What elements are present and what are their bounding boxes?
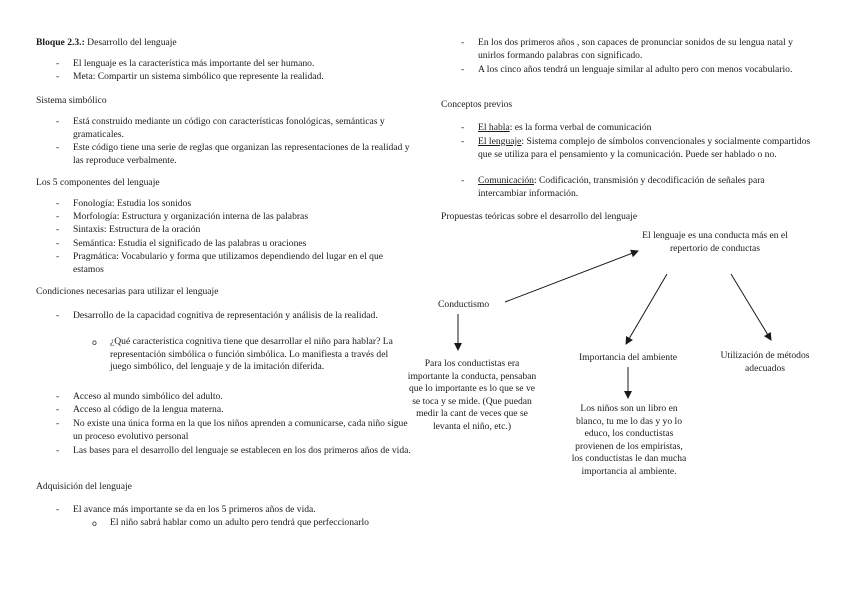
- sub-bullet-circle: o: [92, 338, 97, 347]
- diagram-mid-node: Importancia del ambiente: [578, 352, 678, 363]
- bullet-dash: -: [56, 404, 60, 415]
- componente-item: Fonología: Estudia los sonidos: [73, 198, 192, 209]
- adquisicion-heading: Adquisición del lenguaje: [36, 481, 132, 492]
- intro-item-1: El lenguaje es la característica más importante del ser humano.: [73, 58, 315, 69]
- bullet-dash: -: [56, 198, 60, 209]
- concepto-item: Comunicación: Codificación, transmisión y decodificación de señales para intercambiar información.: [478, 175, 765, 199]
- componente-item: Sintaxis: Estructura de la oración: [73, 224, 201, 235]
- bullet-dash: -: [461, 64, 465, 75]
- condiciones-heading: Condiciones necesarias para utilizar el lenguaje: [36, 286, 219, 297]
- diagram-mid-text: Los niños son un libro en blanco, tu me lo das y yo lo educo, los conductistas provienen de los empiristas, los conductistas le dan mucha importancia al ambiente.: [571, 403, 687, 477]
- right-top-item-2: A los cinco años tendrá un lenguaje similar al adulto pero con menos vocabulario.: [478, 64, 793, 75]
- sistema-heading: Sistema simbólico: [36, 95, 107, 106]
- bullet-dash: -: [56, 58, 60, 69]
- bullet-dash: -: [461, 122, 465, 133]
- bullet-dash: -: [461, 37, 465, 48]
- bullet-dash: -: [56, 445, 60, 456]
- condiciones-item: Acceso al mundo simbólico del adulto.: [73, 391, 223, 402]
- diagram-top-node: El lenguaje es una conducta más en el repertorio de conductas: [642, 230, 788, 254]
- sistema-item-1: Está construido mediante un código con características fonológicas, semánticas y gramaticales.: [73, 116, 385, 140]
- bullet-dash: -: [56, 310, 60, 321]
- condiciones-item-1: Desarrollo de la capacidad cognitiva de representación y análisis de la realidad.: [73, 310, 378, 321]
- arrow-top-to-right: [731, 274, 771, 340]
- diagram-conductismo-node: Conductismo: [438, 299, 490, 310]
- bullet-dash: -: [56, 391, 60, 402]
- condiciones-item: Acceso al código de la lengua materna.: [73, 404, 224, 415]
- block-title: Bloque 2.3.: Desarrollo del lenguaje: [36, 37, 177, 48]
- componente-item: Morfología: Estructura y organización interna de las palabras: [73, 211, 309, 222]
- bullet-dash: -: [56, 116, 60, 127]
- diagram-right-node: Utilización de métodos adecuados: [720, 350, 810, 374]
- condiciones-item: Las bases para el desarrollo del lenguaje se establecen en los dos primeros años de vida.: [73, 445, 411, 456]
- bullet-dash: -: [56, 224, 60, 235]
- right-top-item-1: En los dos primeros años , son capaces de pronunciar sonidos de su lengua natal y unirlos formando palabras con significado.: [478, 37, 793, 61]
- bullet-dash: -: [56, 238, 60, 249]
- condiciones-item: No existe una única forma en la que los niños aprenden a comunicarse, cada niño sigue un proceso evolutivo personal: [73, 418, 408, 442]
- componente-item: Pragmática: Vocabulario y forma que utilizamos dependiendo del lugar en el que estamos: [73, 251, 384, 275]
- bullet-dash: -: [56, 418, 60, 429]
- arrow-top-to-mid: [626, 274, 667, 344]
- diagram-left-text: Para los conductistas era importante la conducta, pensaban que lo importante es lo que se ve se toca y se mide. (Que puedan medir la cant de veces que se levanta el niño, etc.): [407, 358, 537, 432]
- intro-item-2: Meta: Compartir un sistema simbólico que represente la realidad.: [73, 71, 324, 82]
- bullet-dash: -: [56, 142, 60, 153]
- bullet-dash: -: [56, 211, 60, 222]
- bullet-dash: -: [56, 71, 60, 82]
- sub-bullet-circle: o: [92, 519, 97, 528]
- bullet-dash: -: [56, 504, 60, 515]
- componentes-heading: Los 5 componentes del lenguaje: [36, 177, 160, 188]
- condiciones-sub-item: ¿Qué característica cognitiva tiene que desarrollar el niño para hablar? La representación simbólica o función simbólica. Lo manifiesta a través del juego simbólico, del lenguaje y de la imitación diferida.: [110, 336, 393, 373]
- conceptos-heading: Conceptos previos: [441, 99, 513, 110]
- sistema-item-2: Este código tiene una serie de reglas que organizan las representaciones de la realidad y las reproduce verbalmente.: [73, 142, 410, 166]
- bullet-dash: -: [461, 136, 465, 147]
- adquisicion-item-1: El avance más importante se da en los 5 primeros años de vida.: [73, 504, 316, 515]
- bullet-dash: -: [461, 175, 465, 186]
- arrow-conductismo-to-top: [505, 251, 638, 302]
- bullet-dash: -: [56, 251, 60, 262]
- concepto-item: El lenguaje: Sistema complejo de símbolos convencionales y socialmente compartidos que se utiliza para el pensamiento y la comunicación. Puede ser hablado o no.: [478, 136, 811, 160]
- adquisicion-sub-item: El niño sabrá hablar como un adulto pero tendrá que perfeccionarlo: [110, 517, 369, 528]
- propuestas-heading: Propuestas teóricas sobre el desarrollo del lenguaje: [441, 211, 638, 222]
- componente-item: Semántica: Estudia el significado de las palabras u oraciones: [73, 238, 307, 249]
- concepto-item: El habla: es la forma verbal de comunicación: [478, 122, 652, 133]
